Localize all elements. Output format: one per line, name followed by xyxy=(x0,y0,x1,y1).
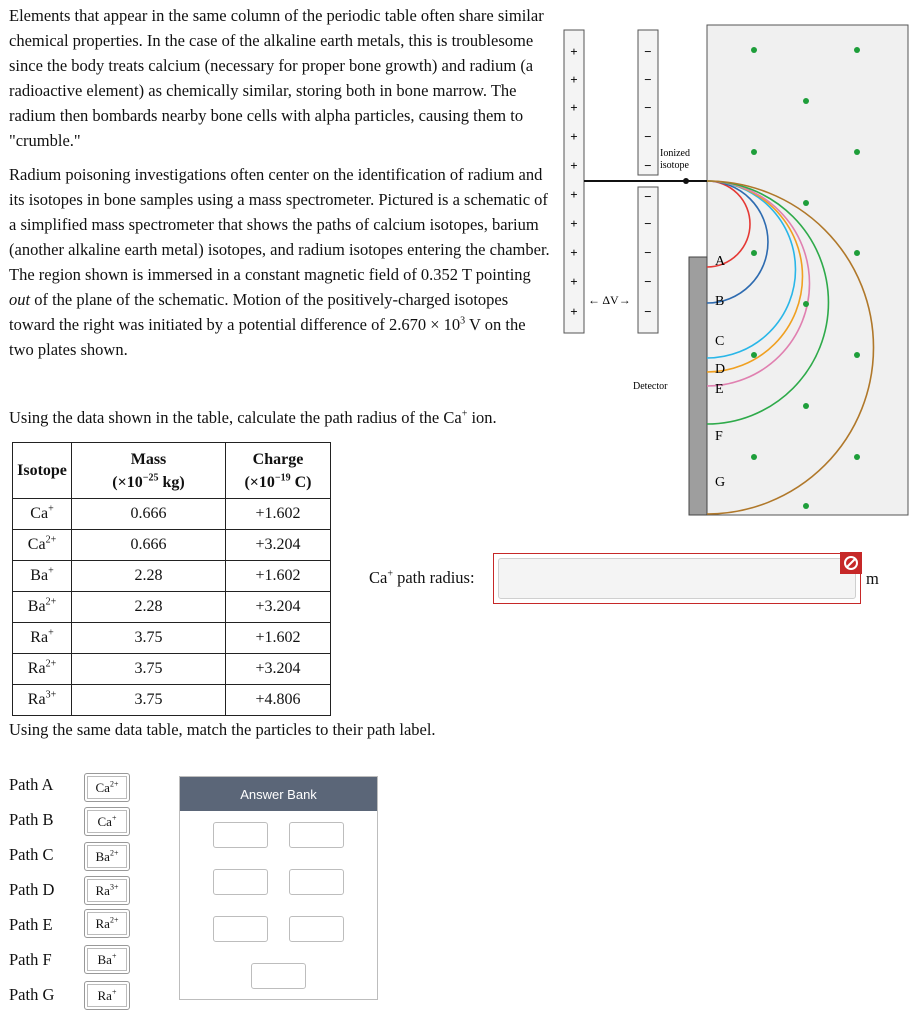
answer-bank-title: Answer Bank xyxy=(180,777,377,811)
field-dot xyxy=(854,250,860,256)
spectrometer-description: Radium poisoning investigations often center on the identification of radium and its isotopes in bone samples using a mass spectrometer. Pictured is a schematic of a simplified mass spectrometer that shows the paths of calcium isotopes, barium (another alkaline earth metal) isotopes, and radium isotopes entering the chamber. The region shown is immersed in a constant magnetic field of 0.352 T pointing out of the plane of the schematic. Motion of the positively-charged isotopes toward the right was initiated by a potential difference of $2.670 \times 10^3$ V on the two plates shown. xyxy=(9,165,550,359)
minus-sign: − xyxy=(644,216,652,231)
mass-cell: 3.75 xyxy=(72,685,226,716)
charge-cell: +4.806 xyxy=(226,685,331,716)
field-dot xyxy=(854,149,860,155)
field-dot xyxy=(751,454,757,460)
particle-chip[interactable]: $Ra^{3+}$ xyxy=(84,876,130,905)
mass-cell: 0.666 xyxy=(72,530,226,561)
plus-sign: + xyxy=(570,44,578,59)
header-charge: Charge ($\times 10^{-19}$ C) xyxy=(226,443,331,499)
path-letter-b: B xyxy=(715,294,725,309)
field-dot xyxy=(803,403,809,409)
intro-paragraph: Elements that appear in the same column of the periodic table often share similar chemical properties. In the case of the alkaline earth metals, this is troublesome since the body treats calcium (necessary for proper bone growth) and radium (a radioactive element) as chemically similar, storing both in bone marrow. The radium then bombards nearby bone cells with alpha particles, causing them to "crumble." xyxy=(9,6,544,150)
charge-cell: +3.204 xyxy=(226,530,331,561)
isotope-cell: $Ra^{3+}$ xyxy=(13,685,72,716)
charge-cell: +3.204 xyxy=(226,654,331,685)
minus-sign: − xyxy=(644,304,652,319)
particle-chip[interactable]: Ca+ xyxy=(84,807,130,836)
path-letter-c: C xyxy=(715,334,725,349)
isotope-cell: $Ra^{2+}$ xyxy=(13,654,72,685)
field-dot xyxy=(751,47,757,53)
ionized-label-line1: Ionized xyxy=(660,148,690,159)
header-isotope: Isotope xyxy=(13,443,72,499)
path-label-g: Path G xyxy=(9,985,55,1004)
field-dot xyxy=(751,149,757,155)
path-label-e: Path E xyxy=(9,915,53,934)
detector-label: Detector xyxy=(633,381,668,392)
path-label-a: Path A xyxy=(9,775,54,794)
header-mass: Mass ($\times 10^{-25}$ kg) xyxy=(72,443,226,499)
plus-sign: + xyxy=(570,72,578,87)
particle-chip[interactable]: Ba+ xyxy=(84,945,130,974)
mass-cell: 2.28 xyxy=(72,561,226,592)
plus-sign: + xyxy=(570,187,578,202)
path-letter-e: E xyxy=(715,382,724,397)
plus-sign: + xyxy=(570,304,578,319)
detector-plate xyxy=(689,257,707,515)
path-letter-a: A xyxy=(715,254,726,269)
field-dot xyxy=(803,301,809,307)
field-dot xyxy=(803,200,809,206)
charge-cell: +1.602 xyxy=(226,561,331,592)
path-label-d: Path D xyxy=(9,880,55,899)
field-dot xyxy=(751,250,757,256)
isotope-cell: $Ca^{2+}$ xyxy=(13,530,72,561)
minus-sign: − xyxy=(644,44,652,59)
ion-source-dot xyxy=(683,178,689,184)
isotope-cell: Ra+ xyxy=(13,623,72,654)
plus-sign: + xyxy=(570,245,578,260)
question-radius: Using the data shown in the table, calculate the path radius of the Ca+ ion. xyxy=(9,408,497,427)
mass-cell: 3.75 xyxy=(72,623,226,654)
mass-cell: 3.75 xyxy=(72,654,226,685)
particle-chip[interactable]: $Ca^{2+}$ xyxy=(84,773,130,802)
isotope-cell: $Ba^{2+}$ xyxy=(13,592,72,623)
mass-cell: 2.28 xyxy=(72,592,226,623)
field-dot xyxy=(854,454,860,460)
path-label-f: Path F xyxy=(9,950,52,969)
path-label-c: Path C xyxy=(9,845,54,864)
field-dot xyxy=(854,352,860,358)
path-label-b: Path B xyxy=(9,810,54,829)
particle-chip[interactable]: $Ra^{2+}$ xyxy=(84,909,130,938)
minus-sign: − xyxy=(644,100,652,115)
field-dot xyxy=(751,352,757,358)
particle-chip[interactable]: Ra+ xyxy=(84,981,130,1010)
plus-sign: + xyxy=(570,158,578,173)
ionized-label-line2: isotope xyxy=(660,160,689,171)
plus-sign: + xyxy=(570,216,578,231)
radius-label: Ca+ path radius: xyxy=(369,568,475,587)
minus-sign: − xyxy=(644,72,652,87)
path-letter-g: G xyxy=(715,475,726,490)
radius-unit: m xyxy=(866,569,879,588)
minus-sign: − xyxy=(644,274,652,289)
isotope-cell: Ba+ xyxy=(13,561,72,592)
minus-sign: − xyxy=(644,158,652,173)
charge-cell: +1.602 xyxy=(226,499,331,530)
path-letter-f: F xyxy=(715,429,723,444)
question-matching: Using the same data table, match the particles to their path label. xyxy=(9,720,436,739)
path-letter-d: D xyxy=(715,362,726,377)
minus-sign: − xyxy=(644,189,652,204)
particle-chip[interactable]: $Ba^{2+}$ xyxy=(84,842,130,871)
field-dot xyxy=(803,503,809,509)
charge-cell: +1.602 xyxy=(226,623,331,654)
minus-sign: − xyxy=(644,245,652,260)
minus-sign: − xyxy=(644,129,652,144)
plus-sign: + xyxy=(570,129,578,144)
field-dot xyxy=(854,47,860,53)
plus-sign: + xyxy=(570,274,578,289)
field-dot xyxy=(803,98,809,104)
delta-v-label: ← ΔV→ xyxy=(588,293,631,307)
mass-cell: 0.666 xyxy=(72,499,226,530)
plus-sign: + xyxy=(570,100,578,115)
charge-cell: +3.204 xyxy=(226,592,331,623)
isotope-cell: Ca+ xyxy=(13,499,72,530)
